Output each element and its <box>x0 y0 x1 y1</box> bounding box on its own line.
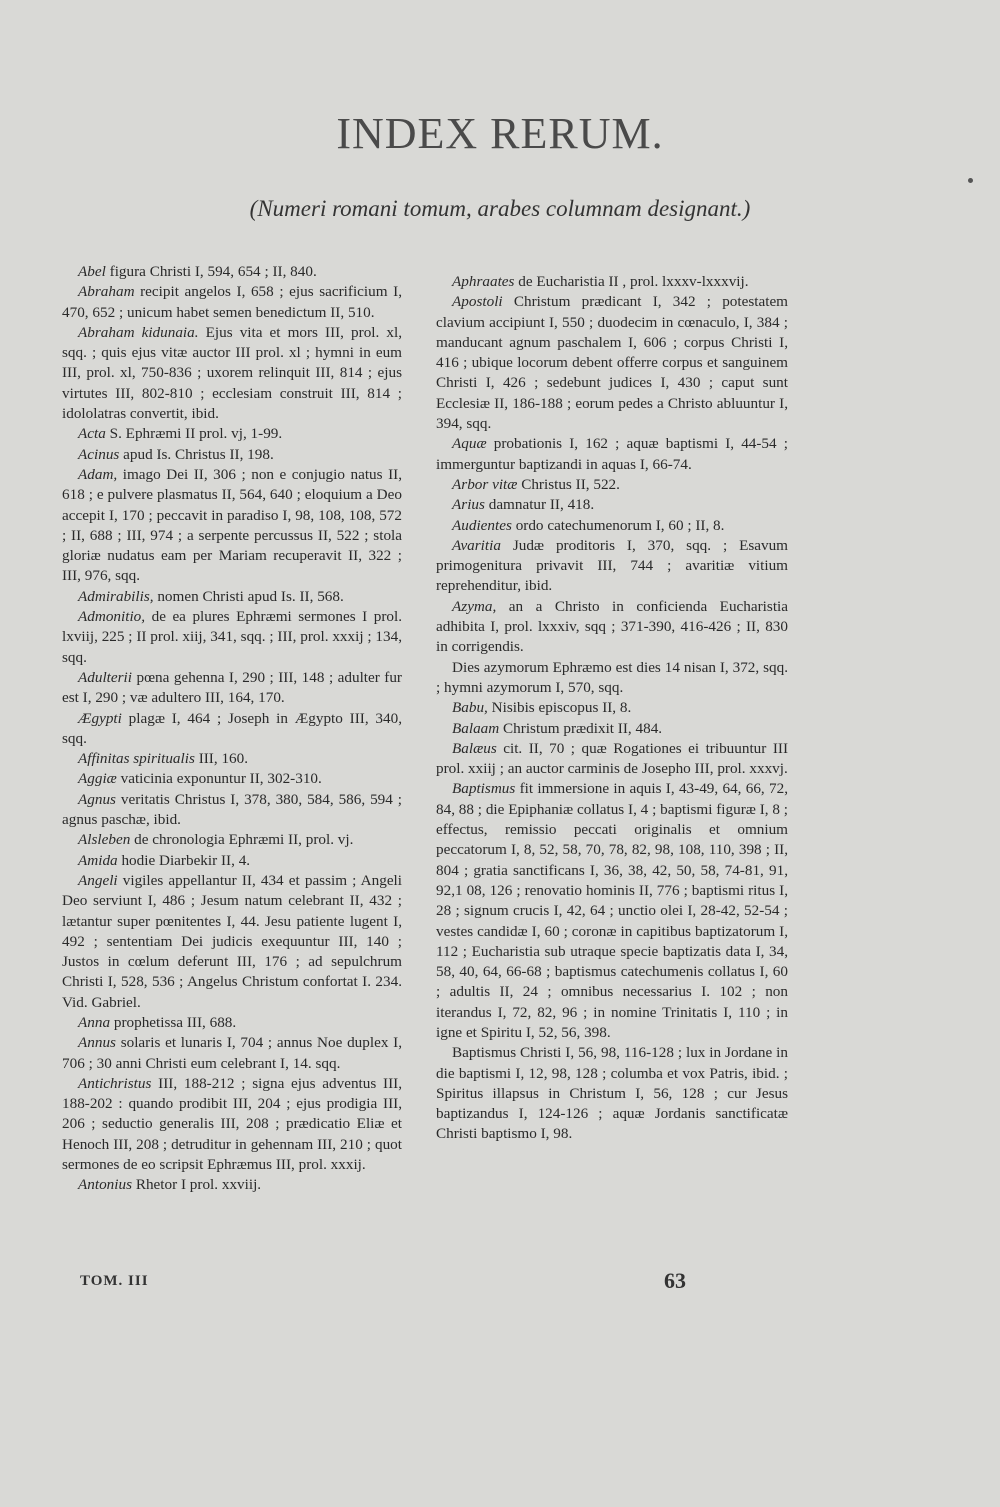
entry-headword: Aphraates <box>452 273 515 290</box>
entry-text: nomen Christi apud Is. II, 568. <box>153 587 344 605</box>
entry-text: probationis I, 162 ; aquæ baptismi I, 44-54 ; immerguntur baptizandi in aquas I, 66-74. <box>436 435 788 473</box>
entry-text: Baptismus Christi I, 56, 98, 116-128 ; lux in Jordane in die baptismi I, 12, 98, 128 ; columba et vox Patris, ibid. ; Spiritus illapsus in Christum I, 56, 128 ; cur Jesus baptizandus I, 124-126 ; aquæ Jordanis sanctificatæ Christi baptismo I, 98. <box>436 1044 788 1143</box>
entry-text: de ea plures Ephræmi sermones I prol. lxviij, 225 ; II prol. xiij, 341, sqq. ; III, prol. xxxij ; 134, sqq. <box>62 608 402 666</box>
entry-headword: Apostoli <box>452 293 503 311</box>
entry-headword: Abraham kidunaia. <box>78 323 199 341</box>
entry-headword: Acinus <box>78 445 120 463</box>
entry-text: Christum prædicant I, 342 ; potestatem clavium accipiunt I, 550 ; duodecim in cœnaculo, I, 384 ; manducant agnum paschalem I, 606 ; corpus Christi I, 416 ; ubique locorum debent offerre corpus et sanguinem Christi I, 426 ; sedebunt judices I, 430 ; caput sunt Ecclesiæ II, 186-188 ; eorum pedes a Christo abluuntur I, 394, sqq. <box>436 293 788 433</box>
index-entry <box>62 424 402 444</box>
entry-text: pœna gehenna I, 290 ; III, 148 ; adulter fur est I, 290 ; væ adultero III, 164, 170. <box>62 668 402 707</box>
index-entry <box>62 851 402 871</box>
entry-headword: Adam, <box>78 465 118 483</box>
volume-signature: TOM. III <box>80 1273 149 1289</box>
entry-headword: Arius <box>452 496 485 514</box>
entry-text: hodie Diarbekir II, 4. <box>117 851 251 869</box>
index-entry <box>62 1013 402 1033</box>
index-entry <box>62 1074 402 1175</box>
index-entry <box>436 516 788 536</box>
entry-headword: Annus <box>78 1034 116 1052</box>
index-entry <box>436 536 788 597</box>
entry-headword: Admonitio, <box>78 608 146 626</box>
index-entry <box>436 739 788 780</box>
entry-text: veritatis Christus I, 378, 380, 584, 586, 594 ; agnus paschæ, ibid. <box>62 790 402 829</box>
page-title: INDEX RERUM. <box>336 109 664 158</box>
entry-text: recipit angelos I, 658 ; ejus sacrificium I, 470, 652 ; unicum habet semen benedictum II, 510. <box>62 283 402 321</box>
index-entry <box>436 475 788 495</box>
index-entry <box>436 658 788 699</box>
entry-headword: Angeli <box>78 871 118 889</box>
entry-headword: Balaam <box>452 719 500 737</box>
page-number: 63 <box>664 1268 686 1293</box>
index-entry <box>436 597 788 658</box>
entry-text: cit. II, 70 ; quæ Rogationes ei tribuuntur III prol. xxiij ; an auctor carminis de Josepho III, prol. xxxvj. <box>436 739 788 778</box>
right-column <box>436 272 788 1145</box>
index-entry <box>436 698 788 718</box>
entry-text: de Eucharistia II , prol. lxxxv-lxxxvij. <box>514 273 749 290</box>
index-entry <box>62 587 402 607</box>
entry-text: S. Ephræmi II prol. vj, 1-99. <box>105 425 283 443</box>
entry-headword: Baptismus <box>452 780 516 798</box>
entry-text: Ejus vita et mors III, prol. xl, sqq. ; quis ejus vitæ auctor III prol. xl ; hymni in eum III, prol. xl, 750-836 ; uxorem relinquit III, 814 ; ejus virtutes III, 802-810 ; ecclesiam construit III, 814 ; idololatras convertit, ibid. <box>62 323 402 423</box>
entry-text: solaris et lunaris I, 704 ; annus Noe duplex I, 706 ; 30 anni Christi eum celebrant I, 14. sqq. <box>62 1034 402 1072</box>
index-entry <box>62 1033 402 1074</box>
entry-text: Nisibis episcopus II, 8. <box>487 699 632 717</box>
index-entry <box>62 282 402 323</box>
entry-headword: Affinitas spiritualis <box>78 750 195 768</box>
entry-text: fit immersione in aquis I, 43-49, 64, 66, 72, 84, 88 ; die Epiphaniæ collatus I, 4 ; baptismi figuræ I, 8 ; effectus, remissio peccati originalis et omnium peccatorum I, 8, 52, 58, 70, 78, 82, 98, 108, 110, 398 ; II, 804 ; gratia sanctificans I, 36, 38, 42, 50, 58, 74-81, 91, 92,1 08, 126 ; renovatio hominis II, 776 ; baptismi ritus I, 28 ; signum crucis I, 42, 64 ; unctio olei I, 28-42, 52-54 ; vestes candidæ I, 60 ; coronæ in capitibus baptizatorum I, 112 ; Eucharistia sub utraque specie baptizatis data I, 34, 58, 40, 64, 66-68 ; baptismus catechumenis collatus I, 60 ; adultis II, 24 ; omnibus necessarius I. 102 ; non iterandus I, 72, 82, 96 ; in nomine Trinitatis I, 110 ; in igne et Spiritu I, 52, 56, 398. <box>436 780 788 1041</box>
entry-headword: Babu, <box>452 699 488 717</box>
entry-headword: Acta <box>78 425 106 443</box>
entry-headword: Agnus <box>78 790 116 808</box>
entry-text: plagæ I, 464 ; Joseph in Ægypto III, 340, sqq. <box>62 709 402 747</box>
entry-text: apud Is. Christus II, 198. <box>119 445 274 463</box>
entry-text: vigiles appellantur II, 434 et passim ; Angeli Deo serviunt I, 486 ; Jesum natum celebrant II, 432 ; lætantur super pœnitentes I, 44. Jesu patiente lugent I, 492 ; sententiam Dei judicis exequuntur III, 140 ; Justos in cœlum deferunt III, 176 ; ad sepulchrum Christi I, 528, 536 ; Angelus Christum confortat I. 234. Vid. Gabriel. <box>62 871 402 1011</box>
page-subtitle: (Numeri romani tomum, arabes columnam designant.) <box>249 196 751 221</box>
entry-headword: Amida <box>78 851 118 869</box>
entry-text: damnatur II, 418. <box>484 496 595 514</box>
index-entry <box>62 1175 402 1195</box>
entry-headword: Aquæ <box>452 435 487 453</box>
entry-headword: Abel <box>78 263 106 280</box>
index-entry <box>62 769 402 789</box>
entry-headword: Arbor vitæ <box>452 475 518 493</box>
index-entry <box>436 719 788 739</box>
entry-headword: Aggiæ <box>78 770 117 788</box>
entry-text: Christum prædixit II, 484. <box>499 719 663 737</box>
index-entry <box>62 871 402 1013</box>
left-column <box>62 262 402 1196</box>
entry-headword: Audientes <box>452 516 512 534</box>
entry-text: de chronologia Ephræmi II, prol. vj. <box>130 831 354 849</box>
entry-text: Rhetor I prol. xxviij. <box>132 1176 262 1194</box>
entry-headword: Antichristus <box>78 1074 152 1092</box>
entry-text: Judæ proditoris I, 370, sqq. ; Esavum primogenitura privavit III, 744 ; avaritiæ vitium reprehenditur, ibid. <box>436 536 788 595</box>
entry-text: III, 188-212 ; signa ejus adventus III, 188-202 : quando prodibit III, 204 ; ejus prodigia III, 206 ; seductio generalis III, 208 ; prædicatio Eliæ et Henoch III, 208 ; detruditur in gehennam III, 210 ; quot sermones de eo scripsit Ephræmus III, prol. xxxij. <box>62 1074 402 1174</box>
entry-headword: Balæus <box>452 739 497 757</box>
entry-text: Dies azymorum Ephræmo est dies 14 nisan I, 372, sqq. ; hymni azymorum I, 570, sqq. <box>436 658 788 696</box>
index-entry <box>62 445 402 465</box>
index-entry <box>62 830 402 850</box>
entry-headword: Antonius <box>78 1176 133 1194</box>
entry-headword: Admirabilis, <box>78 587 154 605</box>
index-entry <box>436 292 788 434</box>
index-entry <box>436 779 788 1043</box>
index-entry <box>62 465 402 587</box>
entry-headword: Ægypti <box>78 709 122 727</box>
entry-text: imago Dei II, 306 ; non e conjugio natus II, 618 ; e pulvere plasmatus II, 564, 640 ; eloquium a Deo accepit I, 170 ; peccavit in paradiso I, 98, 108, 108, 572 ; II, 688 ; III, 974 ; a serpente percussus II, 522 ; stola gloriæ nudatus eam per Mariam recuperavit II, 322 ; III, 976, sqq. <box>62 465 402 585</box>
index-entry <box>62 668 402 709</box>
index-entry <box>62 749 402 769</box>
index-entry <box>436 272 788 292</box>
entry-headword: Alsleben <box>78 831 131 849</box>
entry-text: figura Christi I, 594, 654 ; II, 840. <box>105 263 317 280</box>
index-entry <box>62 709 402 750</box>
index-entry <box>62 323 402 424</box>
entry-headword: Avaritia <box>452 536 501 554</box>
index-entry <box>62 607 402 668</box>
entry-headword: Azyma, <box>452 597 497 615</box>
ink-spot <box>968 178 973 183</box>
index-entry <box>436 495 788 515</box>
index-entry <box>436 434 788 475</box>
entry-headword: Abraham <box>78 283 135 301</box>
entry-headword: Anna <box>78 1013 111 1031</box>
index-entry <box>436 1043 788 1144</box>
index-entry <box>62 262 402 282</box>
entry-text: III, 160. <box>194 750 249 768</box>
index-entry <box>62 790 402 831</box>
entry-text: ordo catechumenorum I, 60 ; II, 8. <box>511 516 725 534</box>
entry-text: an a Christo in conficienda Eucharistia adhibita I, prol. lxxxiv, sqq ; 371-390, 416-426 ; II, 830 in corrigendis. <box>436 597 788 656</box>
entry-text: vaticinia exponuntur II, 302-310. <box>116 770 322 788</box>
entry-headword: Adulterii <box>78 668 132 686</box>
entry-text: Christus II, 522. <box>517 475 620 493</box>
entry-text: prophetissa III, 688. <box>110 1013 237 1031</box>
